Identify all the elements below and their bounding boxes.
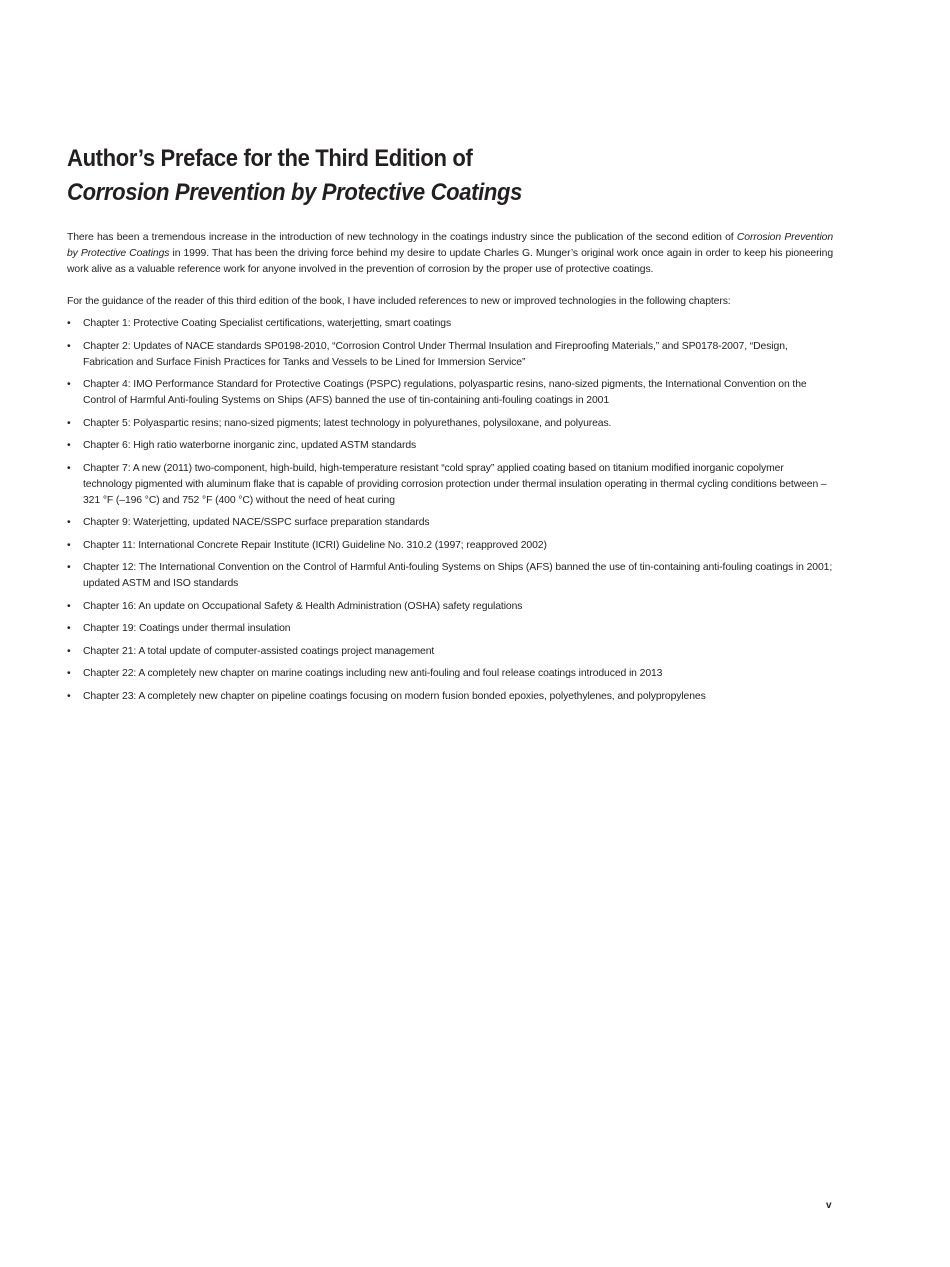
- page-title: [67, 142, 832, 210]
- chapter-text: Chapter 12: The International Convention on the Control of Harmful Anti-fouling Systems on Ships (AFS) banned the use of tin-containing anti-fouling coatings in 2001; updated ASTM and ISO standards: [83, 562, 833, 589]
- chapter-text: Chapter 4: IMO Performance Standard for Protective Coatings (PSPC) regulations, polyaspartic resins, nano-sized pigments, the International Convention on the Control of Harmful Anti-fouling Systems on Ships (AFS) banned the use of tin-containing anti-fouling coatings in 2001: [83, 379, 807, 406]
- bullet-icon: •: [67, 668, 71, 679]
- chapter-text: Chapter 1: Protective Coating Specialist certifications, waterjetting, smart coatings: [83, 318, 452, 329]
- intro-paragraph-book-title: Corrosion Prevention by Protective Coatings: [67, 232, 834, 259]
- bullet-icon: •: [67, 623, 71, 634]
- list-item: [67, 666, 833, 682]
- title-line-2-book-title: Corrosion Prevention by Protective Coatings: [67, 179, 523, 206]
- bullet-icon: •: [67, 379, 71, 390]
- bullet-icon: •: [67, 462, 71, 474]
- bullet-icon: •: [67, 417, 71, 429]
- bullet-icon: •: [67, 690, 71, 702]
- list-item: [67, 599, 833, 615]
- bullet-icon: •: [67, 340, 71, 352]
- title-line-1: Author’s Preface for the Third Edition of: [67, 145, 473, 172]
- chapter-text: Chapter 21: A total update of computer-assisted coatings project management: [83, 645, 435, 657]
- chapter-text: Chapter 23: A completely new chapter on pipeline coatings focusing on modern fusion bonded epoxies, polyethylenes, and polypropylenes: [83, 690, 706, 702]
- bullet-icon: •: [67, 600, 71, 612]
- list-item: [67, 416, 833, 432]
- intro-paragraph-part-2: in 1999. That has been the driving force behind my desire to update Charles G. Munger’s original work once again in order to keep his pioneering work alive as a valuable reference work for anyone involved in the prevention of corrosion by the proper use of protective coatings.: [67, 248, 833, 275]
- list-item: [67, 377, 833, 409]
- chapter-text: Chapter 19: Coatings under thermal insulation: [83, 623, 291, 634]
- bullet-icon: •: [67, 562, 71, 573]
- chapter-text: Chapter 16: An update on Occupational Safety & Health Administration (OSHA) safety regulations: [83, 600, 523, 612]
- preface-page: [67, 142, 833, 711]
- bullet-icon: •: [67, 440, 71, 451]
- chapter-text: Chapter 9: Waterjetting, updated NACE/SSPC surface preparation standards: [83, 517, 430, 528]
- chapter-text: Chapter 22: A completely new chapter on marine coatings including new anti-fouling and foul release coatings introduced in 2013: [83, 668, 663, 679]
- list-item: [67, 438, 833, 454]
- list-item: [67, 515, 833, 531]
- chapters-intro-paragraph: For the guidance of the reader of this third edition of the book, I have included references to new or improved technologies in the following chapters:: [67, 296, 731, 307]
- bullet-icon: •: [67, 517, 71, 528]
- chapter-text: Chapter 6: High ratio waterborne inorganic zinc, updated ASTM standards: [83, 440, 417, 451]
- chapter-text: Chapter 2: Updates of NACE standards SP0198-2010, “Corrosion Control Under Thermal Insulation and Fireproofing Materials,” and SP0178-2007, “Design, Fabrication and Surface Finish Practices for Tanks and Vessels to be Lined for Immersion Service”: [83, 340, 788, 368]
- chapter-list: [67, 316, 833, 705]
- list-item: [67, 644, 833, 660]
- chapter-text: Chapter 5: Polyaspartic resins; nano-sized pigments; latest technology in polyurethanes, polysiloxane, and polyureas.: [83, 417, 612, 429]
- bullet-icon: •: [67, 539, 71, 551]
- chapter-text: Chapter 11: International Concrete Repair Institute (ICRI) Guideline No. 310.2 (1997; reapproved 2002): [83, 539, 547, 551]
- list-item: [67, 316, 833, 332]
- bullet-icon: •: [67, 645, 71, 657]
- list-item: [67, 689, 833, 705]
- list-item: [67, 538, 833, 554]
- chapter-text: Chapter 7: A new (2011) two-component, high-build, high-temperature resistant “cold spray” applied coating based on titanium modified inorganic copolymer technology pigmented with aluminum flake that is capable of providing corrosion protection under thermal insulation operating in thermal cycling conditions between –321 °F (–196 °C) and 752 °F (400 °C) without the need of heat curing: [83, 462, 827, 506]
- bullet-icon: •: [67, 318, 71, 329]
- list-item: [67, 339, 833, 371]
- list-item: [67, 461, 833, 509]
- intro-paragraph: [67, 230, 833, 278]
- intro-paragraph-part-1: There has been a tremendous increase in the introduction of new technology in the coatings industry since the publication of the second edition of: [67, 232, 737, 243]
- page-number: v: [826, 1200, 832, 1211]
- list-item: [67, 621, 833, 637]
- list-item: [67, 560, 833, 592]
